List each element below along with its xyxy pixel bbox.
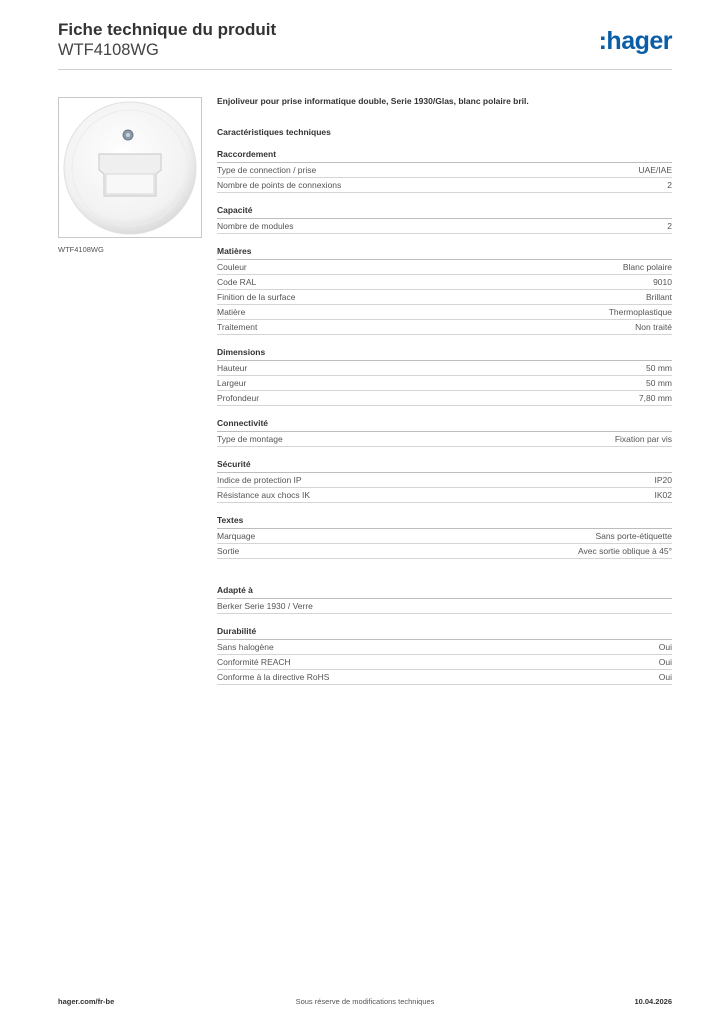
spec-section — [217, 626, 672, 685]
spec-section — [217, 347, 672, 406]
spec-row — [217, 655, 672, 670]
section-title: Durabilité — [217, 626, 672, 640]
spec-row — [217, 376, 672, 391]
spec-section — [217, 246, 672, 335]
spec-label: Profondeur — [217, 393, 260, 403]
spec-row — [217, 391, 672, 406]
spec-section — [217, 515, 672, 559]
spec-value: IP20 — [654, 475, 672, 485]
spec-value: Fixation par vis — [614, 434, 672, 444]
spec-label: Berker Serie 1930 / Verre — [217, 601, 313, 611]
spec-label: Marquage — [217, 531, 256, 541]
spec-section — [217, 205, 672, 234]
socket-cover-illustration — [59, 98, 201, 237]
spec-label: Résistance aux chocs IK — [217, 490, 311, 500]
spec-row — [217, 670, 672, 685]
page-header — [58, 20, 672, 60]
spec-value: IK02 — [654, 490, 672, 500]
spec-row — [217, 219, 672, 234]
spec-label: Hauteur — [217, 363, 248, 373]
spec-label: Sans halogène — [217, 642, 274, 652]
spec-section — [217, 459, 672, 503]
section-title: Textes — [217, 515, 672, 529]
product-code: WTF4108WG — [58, 41, 159, 59]
section-title: Matières — [217, 246, 672, 260]
spec-label: Type de montage — [217, 434, 283, 444]
spec-value: Avec sortie oblique à 45° — [578, 546, 672, 556]
spec-label: Finition de la surface — [217, 292, 296, 302]
section-title: Capacité — [217, 205, 672, 219]
spec-label: Couleur — [217, 262, 247, 272]
spec-content — [217, 96, 672, 685]
spec-section — [217, 418, 672, 447]
spec-label: Sortie — [217, 546, 240, 556]
spec-value: UAE/IAE — [638, 165, 672, 175]
spec-label: Code RAL — [217, 277, 257, 287]
spec-value: Oui — [658, 672, 672, 682]
spec-row — [217, 529, 672, 544]
section-title: Sécurité — [217, 459, 672, 473]
spec-row — [217, 260, 672, 275]
spec-label: Matière — [217, 307, 246, 317]
spec-value: Thermoplastique — [608, 307, 672, 317]
spec-value: 2 — [667, 180, 672, 190]
spec-row — [217, 544, 672, 559]
spec-label: Largeur — [217, 378, 247, 388]
spec-label: Traitement — [217, 322, 258, 332]
tech-heading: Caractéristiques techniques — [217, 127, 331, 137]
spec-value: 50 mm — [646, 378, 672, 388]
footer-notice: Sous réserve de modifications techniques — [295, 997, 435, 1006]
spec-row — [217, 305, 672, 320]
spec-section — [217, 585, 672, 614]
spec-row — [217, 473, 672, 488]
header-divider — [58, 69, 672, 70]
spec-row — [217, 290, 672, 305]
spec-value: Brillant — [646, 292, 672, 302]
spec-label: Conforme à la directive RoHS — [217, 672, 330, 682]
spec-label: Nombre de points de connexions — [217, 180, 342, 190]
spec-row — [217, 640, 672, 655]
spec-row — [217, 163, 672, 178]
spec-value: Blanc polaire — [622, 262, 672, 272]
spec-row — [217, 599, 672, 614]
spec-value: 7,80 mm — [638, 393, 672, 403]
spec-row — [217, 361, 672, 376]
footer-website: hager.com/fr-be — [58, 997, 115, 1006]
spec-value: Sans porte-étiquette — [595, 531, 672, 541]
footer-date: 10.04.2026 — [634, 997, 672, 1006]
spec-value: 50 mm — [646, 363, 672, 373]
section-title: Connectivité — [217, 418, 672, 432]
image-caption: WTF4108WG — [58, 245, 104, 254]
spec-section — [217, 149, 672, 193]
spec-value: Oui — [658, 657, 672, 667]
hager-logo: :hager — [598, 27, 672, 55]
product-description: Enjoliveur pour prise informatique double, Serie 1930/Glas, blanc polaire bril. — [217, 96, 529, 106]
section-title: Adapté à — [217, 585, 672, 599]
spec-label: Indice de protection IP — [217, 475, 302, 485]
spec-row — [217, 488, 672, 503]
spec-value: 9010 — [653, 277, 672, 287]
spec-value: 2 — [667, 221, 672, 231]
spec-label: Nombre de modules — [217, 221, 294, 231]
spec-row — [217, 320, 672, 335]
product-image — [58, 97, 202, 238]
spec-label: Type de connection / prise — [217, 165, 317, 175]
page-title: Fiche technique du produit — [58, 20, 277, 39]
spec-row — [217, 275, 672, 290]
spec-row — [217, 178, 672, 193]
spec-value: Non traité — [635, 322, 672, 332]
section-title: Dimensions — [217, 347, 672, 361]
spec-sections — [217, 149, 672, 685]
spec-label: Conformité REACH — [217, 657, 291, 667]
spec-row — [217, 432, 672, 447]
section-title: Raccordement — [217, 149, 672, 163]
spec-value: Oui — [658, 642, 672, 652]
